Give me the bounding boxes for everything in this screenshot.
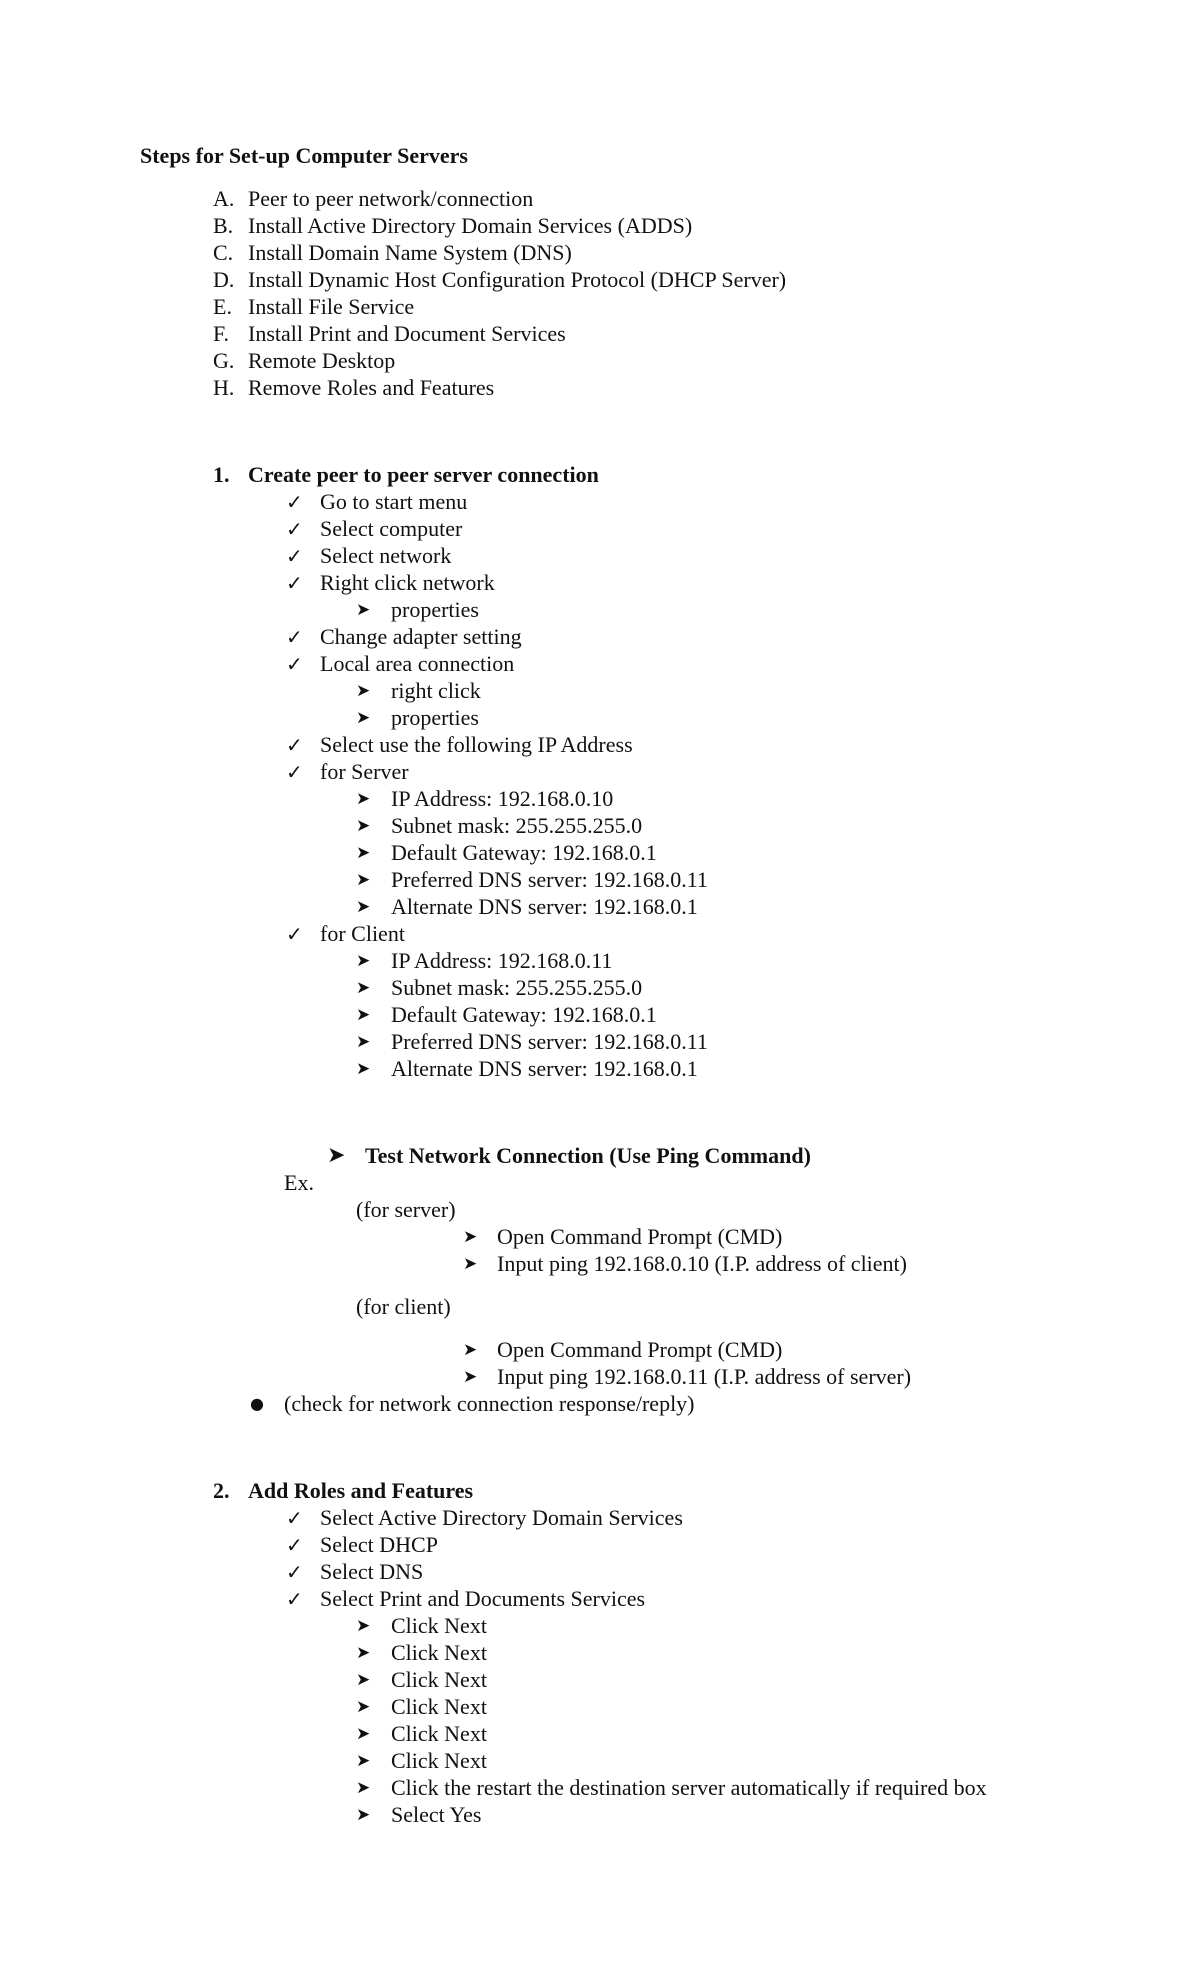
- list-subitem: Alternate DNS server: 192.168.0.1: [391, 1056, 698, 1081]
- check-mark-icon: ✓: [286, 733, 303, 757]
- arrowhead-bullet-icon: ➤: [356, 816, 371, 836]
- check-mark-icon: ✓: [286, 922, 303, 946]
- check-mark-icon: ✓: [286, 1506, 303, 1530]
- client-step: Input ping 192.168.0.11 (I.P. address of server): [497, 1364, 912, 1389]
- for-server-label: (for server): [356, 1197, 456, 1222]
- list-subitem: Click Next: [391, 1748, 487, 1773]
- list-item: for Client: [320, 921, 405, 946]
- list-subitem: Click Next: [391, 1721, 487, 1746]
- list-subitem: Default Gateway: 192.168.0.1: [391, 1002, 657, 1027]
- page-title: Steps for Set-up Computer Servers: [140, 143, 468, 168]
- arrowhead-bullet-icon: ➤: [356, 1670, 371, 1690]
- overview-item: Remote Desktop: [248, 348, 396, 373]
- overview-item: Peer to peer network/connection: [248, 186, 534, 211]
- list-subitem: Click Next: [391, 1667, 487, 1692]
- list-subitem: Subnet mask: 255.255.255.0: [391, 975, 643, 1000]
- list-item: Change adapter setting: [320, 624, 522, 649]
- test-note: (check for network connection response/reply): [284, 1391, 695, 1416]
- list-item: Go to start menu: [320, 489, 468, 514]
- arrowhead-bullet-icon: ➤: [356, 1059, 371, 1079]
- arrowhead-bullet-icon: ➤: [356, 708, 371, 728]
- arrowhead-bullet-icon: ➤: [356, 789, 371, 809]
- arrowhead-bullet-icon: ➤: [356, 600, 371, 620]
- arrowhead-bullet-icon: ➤: [356, 1751, 371, 1771]
- arrowhead-bullet-icon: ➤: [356, 1643, 371, 1663]
- list-item: Select Active Directory Domain Services: [320, 1505, 683, 1530]
- overview-item: Install Dynamic Host Configuration Protocol (DHCP Server): [248, 267, 787, 292]
- list-subitem: Click Next: [391, 1694, 487, 1719]
- check-mark-icon: ✓: [286, 544, 303, 568]
- check-mark-icon: ✓: [286, 652, 303, 676]
- arrowhead-bullet-icon: ➤: [356, 1616, 371, 1636]
- list-subitem: right click: [391, 678, 481, 703]
- check-mark-icon: ✓: [286, 571, 303, 595]
- arrowhead-bullet-icon: ➤: [356, 1805, 371, 1825]
- arrowhead-bullet-icon: ➤: [463, 1367, 478, 1387]
- list-subitem: properties: [391, 597, 479, 622]
- arrowhead-bullet-icon: ➤: [463, 1227, 478, 1247]
- overview-item: Install Active Directory Domain Services (ADDS): [248, 213, 693, 238]
- round-bullet-icon: ●: [250, 1394, 264, 1413]
- arrowhead-bullet-icon: ➤: [463, 1254, 478, 1274]
- server-step: Input ping 192.168.0.10 (I.P. address of client): [497, 1251, 907, 1276]
- arrowhead-bullet-icon: ➤: [356, 978, 371, 998]
- arrowhead-bullet-icon: ➤: [356, 870, 371, 890]
- list-subitem: Default Gateway: 192.168.0.1: [391, 840, 657, 865]
- overview-letter: A.: [213, 186, 235, 211]
- list-item: Select network: [320, 543, 452, 568]
- check-mark-icon: ✓: [286, 490, 303, 514]
- arrowhead-bullet-icon: ➤: [356, 1005, 371, 1025]
- example-label: Ex.: [284, 1170, 314, 1195]
- list-subitem: IP Address: 192.168.0.10: [391, 786, 614, 811]
- list-subitem: properties: [391, 705, 479, 730]
- arrowhead-bullet-icon: ➤: [356, 1032, 371, 1052]
- check-mark-icon: ✓: [286, 1587, 303, 1611]
- list-item: Select DHCP: [320, 1532, 438, 1557]
- check-mark-icon: ✓: [286, 1560, 303, 1584]
- list-item: Select DNS: [320, 1559, 424, 1584]
- arrowhead-bullet-icon: ➤: [356, 951, 371, 971]
- section1-heading: Create peer to peer server connection: [248, 462, 599, 487]
- overview-item: Remove Roles and Features: [248, 375, 495, 400]
- arrowhead-bullet-icon: ➤: [356, 897, 371, 917]
- list-item: Right click network: [320, 570, 495, 595]
- arrowhead-bullet-icon: ➤: [356, 1697, 371, 1717]
- list-subitem: IP Address: 192.168.0.11: [391, 948, 613, 973]
- overview-item: Install File Service: [248, 294, 415, 319]
- overview-letter: H.: [213, 375, 235, 400]
- section2-number: 2.: [213, 1478, 230, 1503]
- list-subitem: Click Next: [391, 1640, 487, 1665]
- overview-letter: E.: [213, 294, 232, 319]
- client-step: Open Command Prompt (CMD): [497, 1337, 783, 1362]
- arrowhead-bullet-icon: ➤: [356, 843, 371, 863]
- list-subitem: Click the restart the destination server automatically if required box: [391, 1775, 987, 1800]
- list-subitem: Preferred DNS server: 192.168.0.11: [391, 1029, 708, 1054]
- overview-letter: D.: [213, 267, 235, 292]
- arrowhead-bullet-icon: ➤: [356, 681, 371, 701]
- list-item: Local area connection: [320, 651, 515, 676]
- for-client-label: (for client): [356, 1294, 451, 1319]
- arrowhead-bullet-icon: ➤: [327, 1143, 346, 1168]
- test-heading: Test Network Connection (Use Ping Command): [365, 1143, 811, 1168]
- overview-item: Install Domain Name System (DNS): [248, 240, 572, 265]
- list-subitem: Click Next: [391, 1613, 487, 1638]
- server-step: Open Command Prompt (CMD): [497, 1224, 783, 1249]
- section2-heading: Add Roles and Features: [248, 1478, 474, 1503]
- check-mark-icon: ✓: [286, 517, 303, 541]
- overview-letter: B.: [213, 213, 234, 238]
- check-mark-icon: ✓: [286, 760, 303, 784]
- section1-number: 1.: [213, 462, 230, 487]
- arrowhead-bullet-icon: ➤: [463, 1340, 478, 1360]
- list-subitem: Alternate DNS server: 192.168.0.1: [391, 894, 698, 919]
- list-item: Select Print and Documents Services: [320, 1586, 646, 1611]
- list-subitem: Subnet mask: 255.255.255.0: [391, 813, 643, 838]
- list-item: for Server: [320, 759, 409, 784]
- list-item: Select computer: [320, 516, 463, 541]
- list-subitem: Preferred DNS server: 192.168.0.11: [391, 867, 708, 892]
- list-subitem: Select Yes: [391, 1802, 482, 1827]
- overview-letter: F.: [213, 321, 229, 346]
- overview-letter: G.: [213, 348, 235, 373]
- check-mark-icon: ✓: [286, 625, 303, 649]
- overview-item: Install Print and Document Services: [248, 321, 566, 346]
- arrowhead-bullet-icon: ➤: [356, 1724, 371, 1744]
- overview-letter: C.: [213, 240, 234, 265]
- check-mark-icon: ✓: [286, 1533, 303, 1557]
- list-item: Select use the following IP Address: [320, 732, 633, 757]
- arrowhead-bullet-icon: ➤: [356, 1778, 371, 1798]
